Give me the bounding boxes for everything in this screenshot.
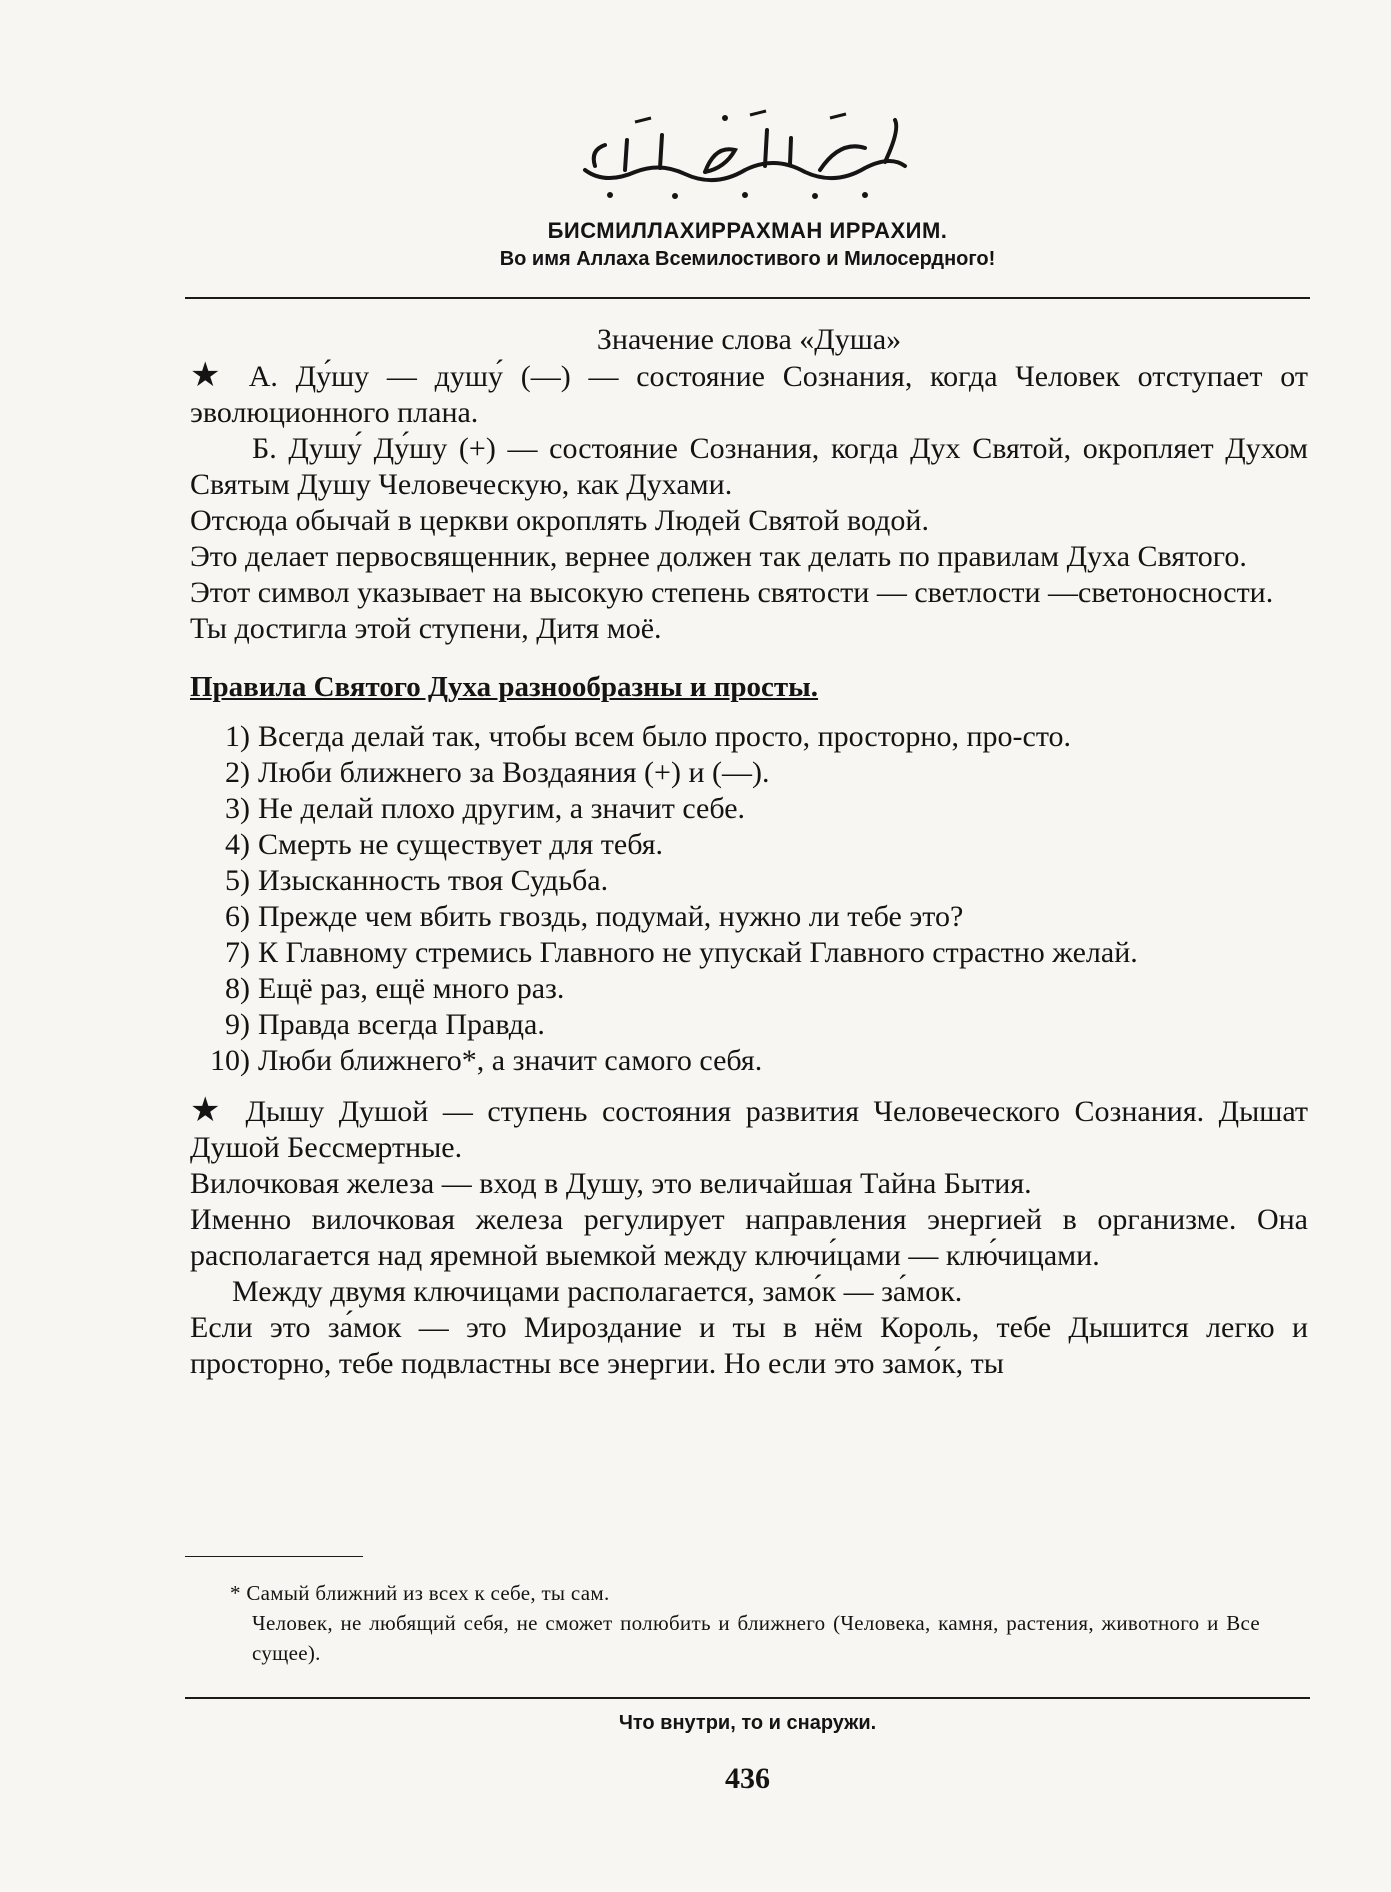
paragraph: Между двумя ключицами располагается, замо́к — за́мок. [232, 1275, 963, 1308]
paragraph-b: Б. Душу́ Ду́шу (+) — состояние Сознания, когда Дух Святой, окропляет Духом Святым Душу Человеческую, как Духами. [190, 432, 1308, 501]
list-item: 8) Ещё раз, ещё много раз. [225, 972, 565, 1005]
paragraph: Вилочковая железа — вход в Душу, это величайшая Тайна Бытия. [190, 1167, 1032, 1200]
footnote-line: * Самый ближний из всех к себе, ты сам. [230, 1581, 610, 1605]
rules-list [190, 719, 1308, 1079]
list-item: 3) Не делай плохо другим, а значит себе. [225, 792, 746, 825]
paragraph-a: ★ А. Ду́шу — душу́ (—) — состояние Сознания, когда Человек отступает от эволюционного плана. [190, 357, 1308, 429]
star-icon: ★ [190, 1092, 228, 1129]
bismillah-calligraphy-icon [565, 100, 925, 210]
paragraph: Этот символ указывает на высокую степень святости — светлости —светоносности. [190, 576, 1274, 609]
list-item: 2) Люби ближнего за Воздаяния (+) и (—). [225, 756, 770, 789]
paragraph: Если это за́мок — это Мироздание и ты в нём Король, тебе Дышится легко и просторно, тебе подвластны все энергии. Но если это замо́к, ты [190, 1311, 1308, 1380]
page-number: 436 [725, 1762, 770, 1795]
list-item: 9) Правда всегда Правда. [225, 1008, 545, 1041]
list-item: 5) Изысканность твоя Судьба. [225, 864, 609, 897]
footnote [230, 1578, 1260, 1668]
paragraph-breath: ★ Дышу Душой — ступень состояния развития Человеческого Сознания. Дышат Душой Бессмертные. [190, 1092, 1308, 1164]
paragraph: Это делает первосвященник, вернее должен так делать по правилам Духа Святого. [190, 540, 1247, 573]
header-divider [185, 297, 1310, 299]
rules-title: Правила Святого Духа разнообразны и просты. [190, 671, 819, 703]
paragraph: Именно вилочковая железа регулирует направления энергией в организме. Она располагается над яремной выемкой между ключи́цами — клю́чицами. [190, 1203, 1308, 1272]
paragraph: Ты достигла этой ступени, Дитя моё. [190, 612, 662, 645]
list-item: 6) Прежде чем вбить гвоздь, подумай, нужно ли тебе это? [225, 900, 964, 933]
section-title: Значение слова «Душа» [596, 323, 902, 356]
header-title: БИСМИЛЛАХИРРАХМАН ИРРАХИМ. [547, 218, 948, 243]
footer-divider [185, 1697, 1310, 1699]
list-item: 10) Люби ближнего*, а значит самого себя. [210, 1044, 763, 1077]
list-item: 4) Смерть не существует для тебя. [225, 828, 664, 861]
list-item: 7) К Главному стремись Главного не упускай Главного страстно желай. [225, 936, 1138, 969]
footer-motto: Что внутри, то и снаружи. [618, 1712, 877, 1734]
paragraph: Отсюда обычай в церкви окроплять Людей Святой водой. [190, 504, 929, 537]
star-icon: ★ [190, 357, 231, 394]
footnote-divider [185, 1556, 363, 1557]
header-subtitle: Во имя Аллаха Всемилостивого и Милосердного! [499, 248, 996, 270]
footnote-line: Человек, не любящий себя, не сможет полюбить и ближнего (Человека, камня, растения, животного и Все сущее). [252, 1611, 1260, 1665]
list-item: 1) Всегда делай так, чтобы всем было просто, просторно, про-сто. [225, 720, 1072, 753]
main-text [190, 322, 1308, 1382]
